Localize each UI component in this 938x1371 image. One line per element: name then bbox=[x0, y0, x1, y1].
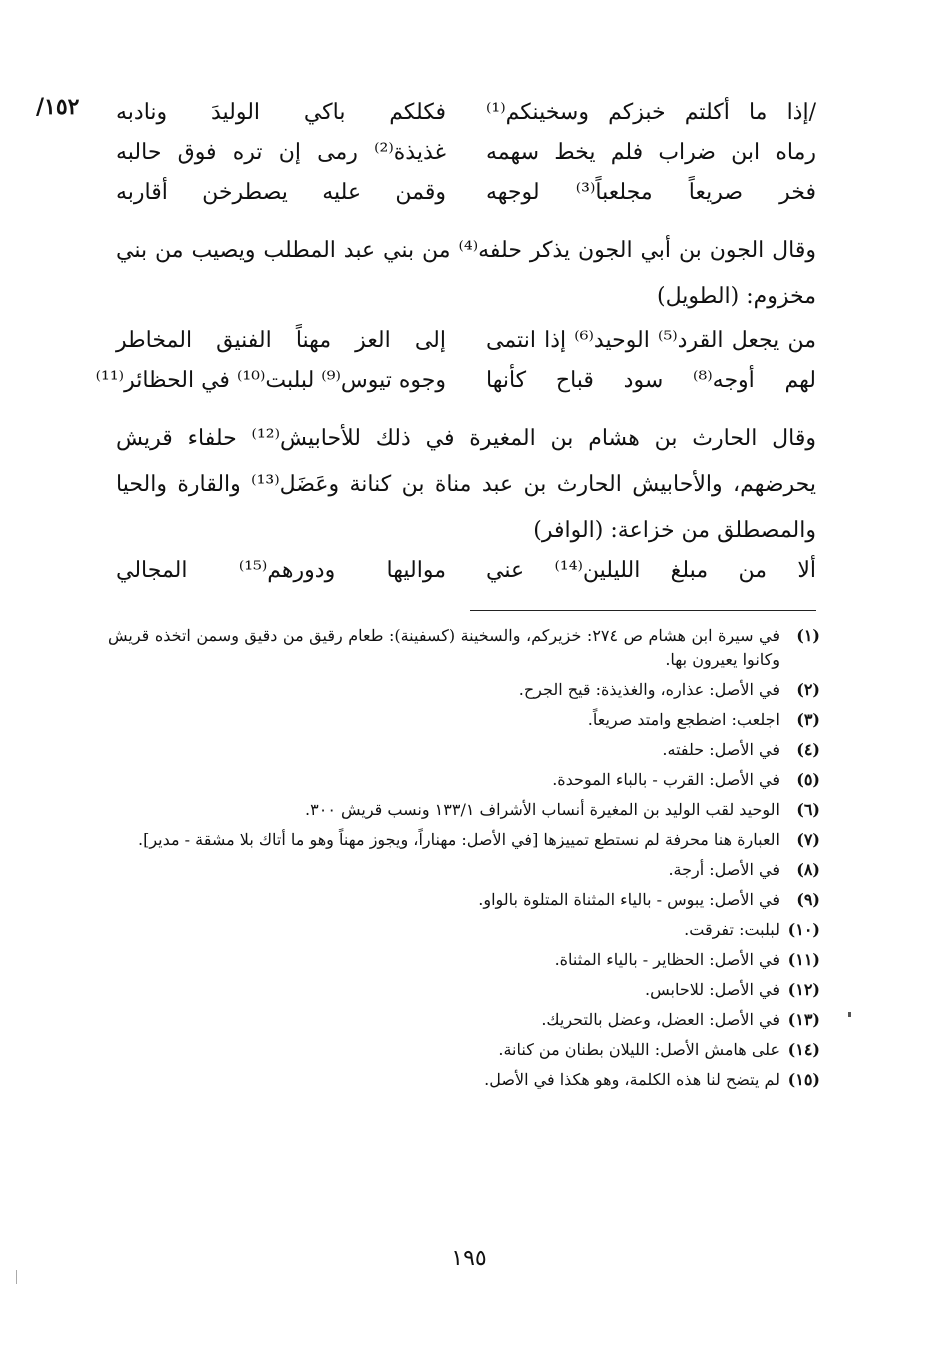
footnote bbox=[108, 738, 820, 762]
footnote bbox=[108, 918, 820, 942]
verse-line bbox=[95, 368, 817, 404]
footnote-number: (١١) bbox=[787, 950, 820, 969]
verse-line bbox=[116, 180, 816, 216]
footnote-separator bbox=[470, 610, 816, 611]
footnote-number: (١٢) bbox=[787, 980, 820, 999]
footnote-text: اجلعب: اضطجع وامتد صريعاً. bbox=[587, 710, 780, 729]
footnote-text: الوحيد لقب الوليد بن المغيرة أنساب الأشراف ١٣٣/١ ونسب قريش ٣٠٠. bbox=[305, 800, 780, 819]
verse-line bbox=[116, 328, 816, 364]
footnote-text: في الأصل: الحظاير - بالياء المثناة. bbox=[554, 950, 780, 969]
footnote bbox=[108, 798, 820, 822]
footnote bbox=[108, 1038, 820, 1062]
hemistich-second: وقمن عليه يصطرخن أقاربه bbox=[116, 180, 446, 205]
hemistich-first: رماه ابن ضراب فلم يخط سهمه bbox=[486, 140, 816, 165]
footnote bbox=[108, 1008, 820, 1032]
footnote bbox=[108, 1068, 820, 1092]
footnote-number: (٢) bbox=[796, 680, 820, 699]
footnote-text: لبلبت: تفرقت. bbox=[684, 920, 780, 939]
footnote-text: في الأصل: العضل، وعضل بالتحريك. bbox=[541, 1010, 780, 1029]
prose-paragraph: وقال الجون بن أبي الجون يذكر حلفه⁽⁴⁾ من بني عبد المطلب ويصيب من بني مخزوم: (الطويل) bbox=[116, 238, 816, 309]
footnote bbox=[108, 948, 820, 972]
footnote-number: (٦) bbox=[796, 800, 820, 819]
footnote-number: (١٠) bbox=[787, 920, 820, 939]
footnote bbox=[108, 678, 820, 702]
hemistich-first: فخر صريعاً مجلعباً⁽³⁾ لوجهه bbox=[486, 180, 817, 205]
hemistich-second: غذيذة⁽²⁾ رمى إن تره فوق حالبه bbox=[116, 140, 446, 165]
footnote-text: لم يتضح لنا هذه الكلمة، وهو هكذا في الأصل. bbox=[484, 1070, 780, 1089]
folio-marker: ١٥٢/ bbox=[36, 94, 80, 120]
footnote-text: في الأصل: القرب - بالباء الموحدة. bbox=[552, 770, 780, 789]
footnote-number: (١٥) bbox=[787, 1070, 820, 1089]
footnote bbox=[108, 768, 820, 792]
footnote bbox=[108, 888, 820, 912]
footnote bbox=[108, 978, 820, 1002]
footnote-text: على هامش الأصل: الليلان بطنان من كنانة. bbox=[498, 1040, 780, 1059]
footnote bbox=[108, 708, 820, 732]
scan-speck bbox=[848, 1012, 851, 1017]
footnote-text: في الأصل: أرجة. bbox=[668, 860, 780, 879]
footnote-text: العبارة هنا محرفة لم نستطع تمييزها [في الأصل: مهناراً، ويجوز مهناً وهو ما أتاك بلا مشقة - مدير]. bbox=[138, 830, 780, 849]
footnote-number: (٧) bbox=[796, 830, 820, 849]
hemistich-second: إلى العز مهناً الفنيق المخاطر bbox=[116, 328, 446, 353]
hemistich-second: وجوه تيوس⁽⁹⁾ لبلبت⁽¹⁰⁾ في الحظائر⁽¹¹⁾ bbox=[95, 368, 446, 393]
footnote-number: (٨) bbox=[796, 860, 820, 879]
footnote-number: (٤) bbox=[796, 740, 820, 759]
footnote-number: (٥) bbox=[796, 770, 820, 789]
page-number: ١٩٥ bbox=[451, 1246, 487, 1271]
footnote bbox=[108, 624, 820, 672]
footnote-text: في الأصل: للاحابس. bbox=[645, 980, 780, 999]
prose-paragraph: وقال الحارث بن هشام بن المغيرة في ذلك للأحابيش⁽¹²⁾ حلفاء قريش يحرضهم، والأحابيش الحارث بن عبد مناة بن كنانة وعَضَل⁽¹³⁾ والقارة والحيا والمصطلق من خزاعة: (الوافر) bbox=[116, 426, 817, 543]
scan-mark bbox=[16, 1270, 17, 1284]
footnote-text: في الأصل: عذاره، والغذيذة: قيح الجرح. bbox=[518, 680, 780, 699]
footnote-number: (٩) bbox=[796, 890, 820, 909]
footnote-text: في الأصل: حلفته. bbox=[662, 740, 780, 759]
verse-line bbox=[116, 558, 816, 594]
footnote-text: في سيرة ابن هشام ص ٢٧٤: خزيركم، والسخينة (كسفينة): طعام رقيق من دقيق وسمن اتخذه قريش وكانوا يعيرون بها. bbox=[108, 626, 781, 669]
hemistich-first: لهم أوجه⁽⁸⁾ سود قباح كأنها bbox=[486, 368, 817, 393]
hemistich-first: من يجعل القرد⁽⁵⁾ الوحيد⁽⁶⁾ إذا انتمى bbox=[486, 328, 816, 353]
footnote-number: (١٣) bbox=[787, 1010, 820, 1029]
hemistich-second: فكلكم باكي الوليدَ ونادبه bbox=[116, 100, 446, 125]
footnote bbox=[108, 828, 820, 852]
footnote-number: (٣) bbox=[796, 710, 820, 729]
footnotes bbox=[108, 624, 820, 1098]
verse-line bbox=[116, 100, 816, 136]
footnote-number: (١) bbox=[796, 626, 820, 645]
footnote-number: (١٤) bbox=[787, 1040, 820, 1059]
hemistich-first: /إذا ما أكلتم خبزكم وسخينكم⁽¹⁾ bbox=[486, 100, 816, 125]
hemistich-first: ألا من مبلغ الليلين⁽¹⁴⁾ عني bbox=[486, 558, 816, 583]
hemistich-second: مواليها ودورهم⁽¹⁵⁾ المجالي bbox=[116, 558, 446, 583]
verse-line bbox=[116, 140, 816, 176]
footnote bbox=[108, 858, 820, 882]
footnote-text: في الأصل: يبوس - بالياء المثناة المتلوة بالواو. bbox=[478, 890, 780, 909]
